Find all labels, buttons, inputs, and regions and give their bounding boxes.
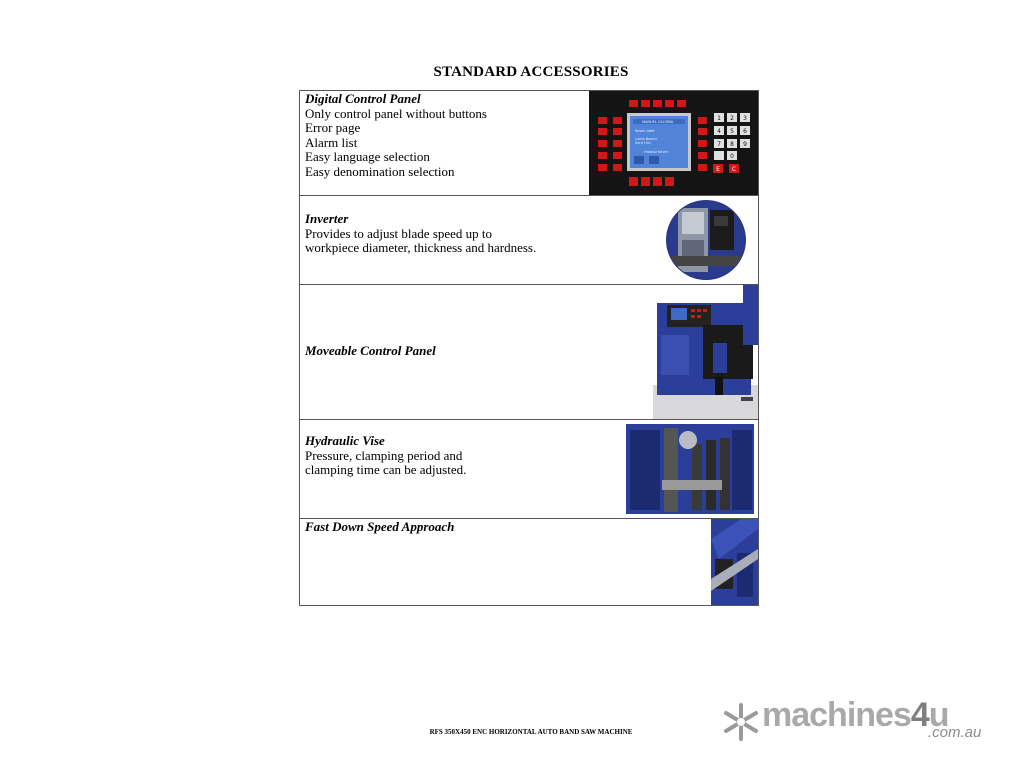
row-line: clamping time can be adjusted.	[305, 462, 467, 478]
keypad-key: 0	[730, 153, 734, 160]
accessories-table	[299, 90, 759, 606]
page-title: STANDARD ACCESSORIES	[433, 64, 629, 80]
screen-line: Serit Hizi	[635, 141, 651, 145]
keypad-key: 3	[743, 115, 747, 122]
row-line: Only control panel without buttons	[305, 105, 487, 121]
keypad-key: 9	[743, 141, 747, 148]
row-text	[305, 344, 436, 359]
keypad-key: 8	[730, 141, 734, 148]
document-footer: RFS 350X450 ENC HORIZONTAL AUTO BAND SAW MACHINE	[429, 728, 633, 736]
row-line: Alarm list	[305, 134, 358, 150]
row-line: Easy language selection	[305, 149, 430, 165]
logo-wordmark	[762, 696, 949, 735]
keypad-key: 1	[717, 115, 721, 122]
keypad-key: 5	[730, 128, 734, 135]
table-row	[300, 285, 759, 420]
moveable-control-panel-image	[653, 285, 758, 419]
inverter-image	[664, 200, 748, 280]
row-heading: Moveable Control Panel	[305, 343, 436, 358]
row-heading: Hydraulic Vise	[305, 433, 385, 448]
logo-name: machines	[762, 696, 911, 734]
logo-letter: u	[928, 696, 949, 734]
logo-domain: .com.au	[928, 724, 982, 741]
table-row	[300, 420, 759, 519]
row-text	[305, 212, 536, 256]
row-text	[305, 434, 466, 478]
table-row	[300, 196, 759, 285]
fast-down-speed-image	[711, 519, 758, 605]
row-text	[305, 92, 487, 180]
row-line: Easy denomination selection	[305, 163, 455, 179]
row-line: Error page	[305, 120, 361, 136]
digital-control-panel-image	[589, 91, 758, 195]
keypad-key: E	[716, 166, 720, 173]
keypad-key: 7	[717, 141, 721, 148]
screen-line: Kesim Adet	[635, 129, 655, 133]
row-heading: Inverter	[305, 211, 349, 226]
screen-line: MANUEL CALISMA	[642, 120, 674, 124]
machines4u-logo	[722, 696, 990, 742]
snowflake-icon	[722, 702, 760, 742]
keypad-key: 2	[730, 115, 734, 122]
keypad-key: C	[731, 166, 737, 173]
row-line: workpiece diameter, thickness and hardness.	[305, 240, 537, 256]
table-row	[300, 91, 759, 196]
screen-line: Lama Basinc	[635, 137, 658, 141]
hydraulic-vise-image	[622, 420, 758, 518]
table-row	[300, 519, 759, 606]
logo-digit: 4	[910, 696, 929, 734]
row-line: Provides to adjust blade speed up to	[305, 225, 493, 241]
screen-line: Hatasiz Kesim	[644, 150, 669, 154]
row-line: Pressure, clamping period and	[305, 447, 463, 463]
keypad-key: 4	[717, 128, 721, 135]
keypad-key: 6	[743, 128, 747, 135]
row-heading: Fast Down Speed Approach	[305, 519, 455, 534]
row-heading: Digital Control Panel	[305, 91, 421, 106]
row-text	[305, 520, 454, 535]
